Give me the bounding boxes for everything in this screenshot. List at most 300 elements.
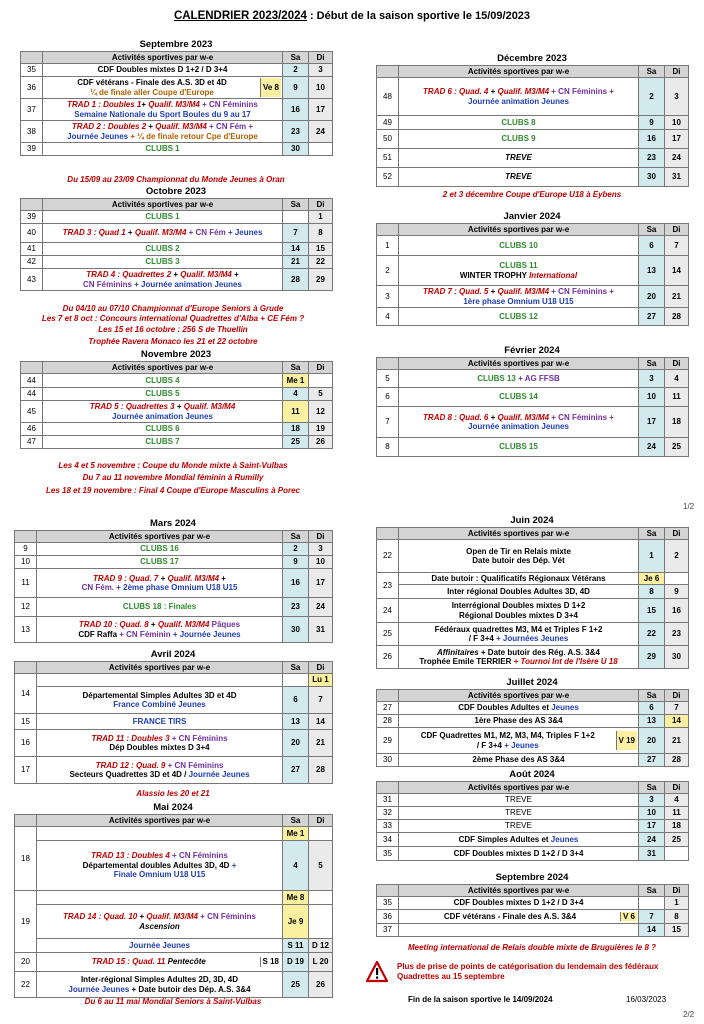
sunday-date-cell: [309, 905, 333, 939]
table-row: [21, 436, 333, 449]
activity-text-segment: Qualif. M3/M4: [148, 100, 200, 109]
activity-cell: [399, 308, 639, 326]
activity-text-segment: Qualif. M3/M4: [497, 412, 550, 422]
activity-text: [400, 587, 637, 597]
activity-text-segment: Jeunes: [550, 834, 579, 844]
sunday-date-cell: 18: [665, 820, 689, 833]
table-row: [377, 599, 689, 623]
table-header-row: [21, 362, 333, 374]
activity-content: [400, 413, 637, 432]
week-number-cell: 18: [15, 827, 37, 891]
sunday-date-cell: 7: [309, 687, 333, 714]
activity-text: [400, 808, 637, 818]
table-row: [21, 211, 333, 224]
activity-text-segment: Dép Doubles mixtes D 3+4: [109, 743, 210, 752]
sunday-date-cell: 21: [665, 286, 689, 308]
activity-content: [400, 374, 637, 384]
table-row: [21, 99, 333, 121]
activity-content: [400, 153, 637, 163]
activity-content: [400, 87, 637, 106]
header-saturday-cell: Sa: [639, 528, 665, 540]
activity-content: [400, 287, 637, 306]
week-number-cell: 48: [377, 78, 399, 116]
sunday-date-cell: [309, 143, 333, 156]
table-header-row: [377, 885, 689, 897]
activity-text-segment: + Journées Jeunes: [493, 634, 569, 643]
saturday-date-cell: 2: [283, 543, 309, 556]
activity-text-segment: + Date butoir des Dép. A.S. 3&4: [129, 984, 251, 994]
activity-content: [44, 122, 281, 141]
activity-content: [38, 544, 281, 554]
week-number-cell: 32: [377, 807, 399, 820]
activity-text: [400, 835, 637, 845]
saturday-date-cell: 27: [639, 308, 665, 326]
activity-content: [38, 912, 281, 931]
activity-text: [400, 374, 637, 384]
sunday-date-cell: D 12: [309, 939, 333, 953]
activity-text: [38, 851, 281, 880]
activity-content: [400, 648, 637, 667]
sunday-date-cell: 31: [309, 617, 333, 643]
activity-text: [38, 912, 281, 931]
activity-cell: [43, 388, 283, 401]
table-header-row: [15, 815, 333, 827]
note-nov23-2: Du 7 au 11 novembre Mondial féminin à Rumilly: [82, 473, 264, 482]
week-number-cell: 12: [15, 598, 37, 617]
activity-cell: [399, 794, 639, 807]
header-sunday-cell: Di: [665, 690, 689, 702]
week-number-cell: 51: [377, 149, 399, 168]
saturday-date-cell: 10: [639, 807, 665, 820]
saturday-date-cell: 20: [283, 730, 309, 757]
header-week-cell: [15, 531, 37, 543]
activity-content: [38, 691, 281, 710]
week-number-cell: 6: [377, 388, 399, 407]
header-week-cell: [21, 199, 43, 211]
table-row: [377, 256, 689, 286]
saturday-date-cell: 14: [639, 924, 665, 937]
activity-text-segment: Journée Jeunes: [129, 940, 190, 950]
week-number-cell: 20: [15, 953, 37, 972]
activity-content: [44, 389, 281, 399]
activity-content: [38, 851, 281, 880]
calendar-table-aug24: [376, 781, 689, 861]
header-activity-cell: Activités sportives par w-e: [399, 528, 639, 540]
week-number-cell: 35: [377, 897, 399, 910]
saturday-date-cell: 1: [639, 540, 665, 573]
week-number-cell: 10: [15, 556, 37, 569]
saturday-date-cell: 31: [639, 847, 665, 861]
activity-text-segment: TREVE: [505, 172, 532, 182]
activity-cell: [43, 423, 283, 436]
activity-cell: [37, 674, 283, 687]
header-sunday-cell: Di: [309, 662, 333, 674]
activity-text: [38, 557, 281, 567]
week-number-cell: 44: [21, 374, 43, 388]
header-saturday-cell: Sa: [639, 885, 665, 897]
activity-text: [38, 574, 281, 593]
activity-content: [400, 835, 637, 845]
activity-text-segment: CDF Simples Adultes et: [458, 834, 551, 844]
table-row: [21, 374, 333, 388]
activity-text-segment: International: [529, 270, 578, 280]
activity-text: [400, 898, 637, 908]
activity-content: [400, 172, 637, 182]
activity-text-segment: Régional Doubles mixtes D 3+4: [459, 610, 578, 620]
table-row: [21, 423, 333, 436]
header-sunday-cell: Di: [309, 362, 333, 374]
header-activity-cell: Activités sportives par w-e: [399, 782, 639, 794]
activity-text-segment: Date butoir des Dép. Vét: [472, 556, 565, 565]
activity-cell: [37, 714, 283, 730]
activity-text: [44, 78, 260, 97]
saturday-date-cell: 4: [283, 841, 309, 891]
activity-text-segment: Qualif. M3/M4: [183, 402, 236, 411]
sunday-date-cell: 4: [665, 794, 689, 807]
table-row: [21, 269, 333, 291]
week-number-cell: 39: [21, 143, 43, 156]
activity-cell: [43, 99, 283, 121]
week-number-cell: 30: [377, 754, 399, 767]
activity-text: [38, 620, 281, 639]
saturday-date-cell: [283, 674, 309, 687]
week-number-cell: 2: [377, 256, 399, 286]
header-saturday-cell: Sa: [283, 662, 309, 674]
activity-cell: [37, 617, 283, 643]
activity-text: [38, 957, 260, 967]
activity-text: [44, 65, 281, 75]
saturday-date-cell: 3: [639, 370, 665, 388]
activity-text-segment: TRAD 7 : Quad. 5: [423, 287, 489, 296]
sunday-date-cell: 21: [665, 728, 689, 754]
header-saturday-cell: Sa: [283, 815, 309, 827]
sunday-date-cell: 7: [665, 236, 689, 256]
sunday-date-cell: 14: [665, 715, 689, 728]
saturday-date-cell: [283, 211, 309, 224]
activity-text-segment: TRAD 10 : Quad. 8: [78, 620, 149, 629]
table-row: [15, 543, 333, 556]
week-number-cell: 5: [377, 370, 399, 388]
activity-text-segment: Journée animation Jeunes: [112, 411, 213, 421]
activity-text-segment: TREVE: [505, 795, 532, 805]
week-number-cell: 39: [21, 211, 43, 224]
calendar-table-nov23: [20, 361, 333, 449]
week-number-cell: 43: [21, 269, 43, 291]
activity-text-segment: Trophée Emile TERRIER: [419, 657, 512, 666]
activity-text: [38, 941, 281, 951]
activity-cell: [399, 820, 639, 833]
saturday-date-cell: 9: [639, 116, 665, 130]
calendar-table-sep24: [376, 884, 689, 937]
week-number-cell: 47: [21, 436, 43, 449]
activity-cell: [399, 370, 639, 388]
month-title-feb24: Février 2024: [504, 345, 560, 356]
activity-text: [400, 287, 637, 306]
activity-cell: [399, 116, 639, 130]
table-header-row: [21, 199, 333, 211]
friday-date-tag: V 6: [620, 912, 637, 922]
table-row: [377, 897, 689, 910]
activity-text-segment: Qualif. M3/M4: [146, 912, 198, 921]
activity-cell: [37, 827, 283, 841]
activity-text-segment: + Date butoir des Rég. A.S. 3&4: [478, 647, 600, 657]
activity-text-segment: TRAD 3 : Quad 1: [62, 228, 126, 238]
calendar-table-jun24: [376, 527, 689, 669]
activity-text-segment: CLUBS 7: [145, 437, 180, 447]
month-title-jul24: Juillet 2024: [506, 677, 558, 688]
sunday-date-cell: [309, 374, 333, 388]
saturday-date-cell: 28: [283, 269, 309, 291]
header-saturday-cell: Sa: [639, 690, 665, 702]
saturday-date-cell: 17: [639, 407, 665, 438]
activity-cell: [43, 121, 283, 143]
table-row: [15, 674, 333, 687]
header-activity-cell: Activités sportives par w-e: [43, 362, 283, 374]
week-number-cell: 33: [377, 820, 399, 833]
activity-text-segment: TRAD 6 : Quad. 4: [423, 87, 489, 96]
activity-text-segment: + CN Fém +: [206, 122, 254, 131]
saturday-date-cell: 3: [639, 794, 665, 807]
calendar-table-jan24: [376, 223, 689, 326]
table-row: [21, 121, 333, 143]
activity-content: [44, 424, 281, 434]
sunday-date-cell: 9: [665, 585, 689, 599]
activity-text: [400, 153, 637, 163]
week-number-cell: 14: [15, 674, 37, 714]
activity-text-segment: +: [158, 573, 168, 583]
activity-text-segment: Qualif. M3/M4: [180, 270, 232, 279]
header-activity-cell: Activités sportives par w-e: [37, 662, 283, 674]
activity-cell: [399, 388, 639, 407]
activity-content: [44, 244, 281, 254]
activity-text: [400, 716, 637, 726]
header-sunday-cell: Di: [665, 528, 689, 540]
table-header-row: [377, 782, 689, 794]
sunday-date-cell: 25: [665, 438, 689, 457]
activity-text-segment: CDF Doubles mixtes D 1+2 / D 3+4: [97, 65, 228, 75]
sunday-date-cell: 23: [665, 623, 689, 646]
note-oct23-1: Du 04/10 au 07/10 Championnat d'Europe Seniors à Grude: [62, 304, 284, 313]
sunday-date-cell: 8: [309, 224, 333, 243]
activity-text-segment: Départemental Simples Adultes 3D et 4D: [82, 690, 237, 700]
activity-cell: [399, 256, 639, 286]
activity-text: [44, 100, 281, 119]
table-row: [15, 617, 333, 643]
activity-text-segment: / F 3+4: [468, 634, 494, 643]
saturday-date-cell: S 11: [283, 939, 309, 953]
friday-date-tag: V 19: [616, 731, 637, 750]
week-number-cell: 15: [15, 714, 37, 730]
sunday-date-cell: 12: [309, 401, 333, 423]
activity-text-segment: +: [146, 122, 156, 131]
activity-text-segment: Journée Jeunes: [67, 131, 129, 141]
note-dec23: 2 et 3 décembre Coupe d'Europe U18 à Eybens: [442, 190, 622, 199]
activity-text-segment: Qualif. M3/M4: [497, 287, 550, 296]
saturday-date-cell: Me 1: [283, 827, 309, 841]
activity-cell: [399, 897, 639, 910]
activity-text-segment: CLUBS 15: [499, 442, 538, 452]
activity-text-segment: TREVE: [505, 153, 532, 163]
activity-cell: [399, 407, 639, 438]
sunday-date-cell: 10: [309, 556, 333, 569]
activity-text-segment: TRAD 12 : Quad. 9: [95, 760, 166, 770]
activity-text-segment: + CN Féminins +: [549, 287, 614, 296]
week-number-cell: 52: [377, 168, 399, 187]
sunday-date-cell: 10: [665, 116, 689, 130]
activity-content: [400, 731, 637, 750]
activity-cell: [37, 905, 283, 939]
sunday-date-cell: 18: [665, 407, 689, 438]
activity-text: [38, 691, 281, 710]
activity-text-segment: CLUBS 1: [145, 212, 180, 222]
season-end-text: Fin de la saison sportive le 14/09/2024: [408, 995, 553, 1004]
activity-text: [400, 731, 616, 750]
activity-cell: [43, 269, 283, 291]
activity-text-segment: Départemental doubles Adultes 3D, 4D: [82, 860, 230, 870]
activity-text-segment: TRAD 9 : Quad. 7: [93, 573, 159, 583]
week-number-cell: 37: [377, 924, 399, 937]
table-row: [377, 407, 689, 438]
saturday-date-cell: 7: [639, 910, 665, 924]
activity-text-segment: Qualif. M3/M4: [497, 87, 550, 96]
saturday-date-cell: 21: [283, 256, 309, 269]
activity-text: [38, 975, 281, 994]
table-row: [15, 556, 333, 569]
table-row: [21, 143, 333, 156]
activity-content: [400, 755, 637, 765]
table-row: [377, 585, 689, 599]
table-header-row: [377, 358, 689, 370]
table-row: [377, 847, 689, 861]
header-activity-cell: Activités sportives par w-e: [399, 358, 639, 370]
saturday-date-cell: 25: [283, 436, 309, 449]
table-row: [21, 77, 333, 99]
header-sunday-cell: Di: [665, 224, 689, 236]
activity-text-segment: TRAD 8 : Quad. 6: [423, 412, 489, 422]
activity-content: [38, 717, 281, 727]
week-number-cell: 7: [377, 407, 399, 438]
header-week-cell: [377, 690, 399, 702]
activity-text-segment: TRAD 14 : Quad. 10: [63, 912, 138, 921]
activity-text-segment: +: [171, 270, 181, 279]
activity-text-segment: + CN Féminins: [169, 851, 228, 861]
sunday-date-cell: 22: [309, 256, 333, 269]
activity-content: [400, 716, 637, 726]
activity-cell: [37, 687, 283, 714]
activity-text-segment: TREVE: [505, 821, 532, 831]
saturday-date-cell: 24: [639, 438, 665, 457]
sunday-date-cell: 24: [309, 598, 333, 617]
saturday-date-cell: 17: [639, 820, 665, 833]
header-saturday-cell: Sa: [283, 362, 309, 374]
saturday-date-cell: 27: [639, 754, 665, 767]
sunday-date-cell: 19: [309, 423, 333, 436]
activity-text: [44, 212, 281, 222]
table-row: [15, 939, 333, 953]
activity-cell: [399, 599, 639, 623]
activity-cell: [399, 573, 639, 585]
activity-cell: [37, 939, 283, 953]
sunday-date-cell: 3: [309, 543, 333, 556]
header-activity-cell: Activités sportives par w-e: [399, 885, 639, 897]
activity-cell: [37, 841, 283, 891]
activity-text: [44, 122, 281, 141]
header-activity-cell: Activités sportives par w-e: [399, 690, 639, 702]
activity-cell: [399, 286, 639, 308]
table-header-row: [377, 690, 689, 702]
activity-text: [400, 648, 637, 667]
table-row: [377, 116, 689, 130]
table-row: [377, 370, 689, 388]
calendar-table-feb24: [376, 357, 689, 457]
activity-content: [400, 547, 637, 566]
activity-text-segment: + CN Féminins: [165, 760, 224, 770]
activity-text: [44, 244, 281, 254]
table-row: [377, 168, 689, 187]
sunday-date-cell: 7: [665, 702, 689, 715]
activity-text: [400, 134, 637, 144]
week-number-cell: 9: [15, 543, 37, 556]
activity-text-segment: TRAD 4 : Quadrettes 2: [86, 270, 172, 279]
saturday-date-cell: 6: [639, 702, 665, 715]
activity-cell: [37, 757, 283, 784]
saturday-date-cell: 23: [283, 598, 309, 617]
week-number-cell: 35: [377, 847, 399, 861]
saturday-date-cell: 16: [639, 130, 665, 149]
header-week-cell: [21, 52, 43, 64]
activity-text-segment: CLUBS 3: [145, 257, 180, 267]
activity-content: [38, 574, 281, 593]
activity-cell: [399, 924, 639, 937]
week-number-cell: 38: [21, 121, 43, 143]
activity-text: [400, 172, 637, 182]
calendar-table-oct23: [20, 198, 333, 291]
activity-text-segment: TRAD 13 : Doubles 4: [91, 851, 170, 861]
activity-text-segment: 2ème Phase des AS 3&4: [472, 755, 565, 765]
sunday-date-cell: 2: [665, 540, 689, 573]
saturday-date-cell: 30: [639, 168, 665, 187]
activity-cell: [399, 833, 639, 847]
activity-content: [400, 821, 637, 831]
header-week-cell: [377, 782, 399, 794]
activity-cell: [43, 243, 283, 256]
header-week-cell: [377, 358, 399, 370]
week-number-cell: 46: [21, 423, 43, 436]
sunday-date-cell: [665, 573, 689, 585]
saturday-date-cell: Je 9: [283, 905, 309, 939]
month-title-oct23: Octobre 2023: [145, 186, 207, 197]
sunday-date-cell: 16: [665, 599, 689, 623]
activity-cell: [399, 807, 639, 820]
sunday-date-cell: 21: [309, 730, 333, 757]
sunday-date-cell: 5: [309, 841, 333, 891]
activity-content: [44, 270, 281, 289]
sunday-date-cell: 31: [665, 168, 689, 187]
activity-cell: [43, 374, 283, 388]
activity-cell: [37, 953, 283, 972]
activity-text: [38, 717, 281, 727]
activity-content: [400, 392, 637, 402]
header-saturday-cell: Sa: [639, 66, 665, 78]
table-row: [21, 243, 333, 256]
activity-content: [400, 912, 637, 922]
activity-text: [44, 402, 281, 421]
page-number-2: 2/2: [683, 1010, 695, 1019]
header-week-cell: [15, 662, 37, 674]
sunday-date-cell: 28: [665, 308, 689, 326]
activity-text-segment: + CN Féminins: [169, 733, 228, 743]
activity-content: [38, 761, 281, 780]
